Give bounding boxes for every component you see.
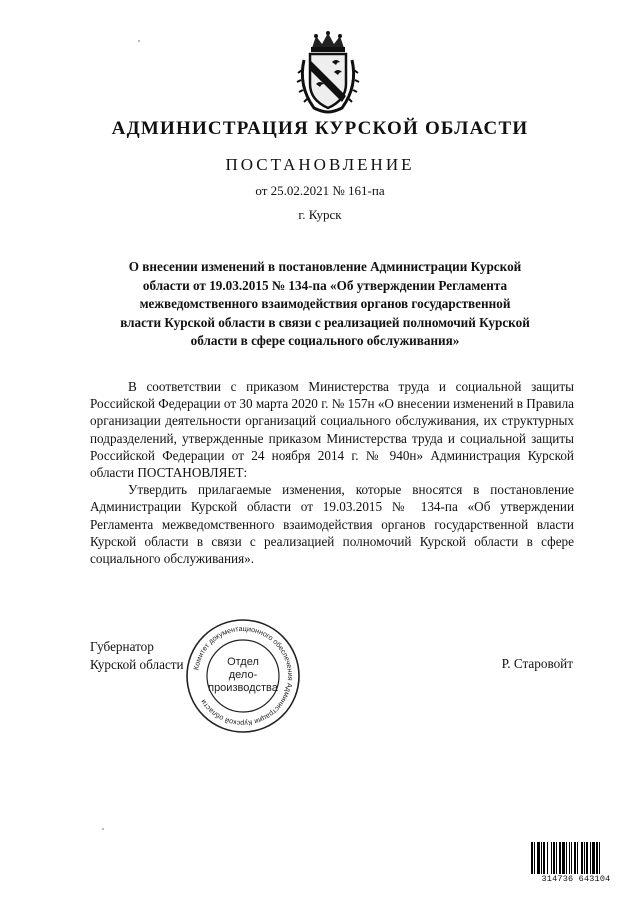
stamp-center-text: [183, 656, 303, 695]
barcode-bar: [586, 842, 588, 874]
office-stamp: [183, 616, 303, 736]
signatory-name: Р. Старовойт: [501, 656, 573, 671]
subject-line: области от 19.03.2015 № 134-па «Об утверждении Регламента: [142, 277, 508, 293]
barcode-bar: [566, 842, 567, 874]
coat-of-arms-emblem: [292, 30, 364, 114]
subject-line: О внесении изменений в постановление Администрации Курской: [128, 259, 522, 274]
barcode-bar: [531, 842, 533, 874]
document-date-number: от 25.02.2021 № 161-па: [255, 183, 385, 198]
barcode-bar: [577, 842, 578, 874]
barcode-number: 314736 643104: [541, 874, 611, 884]
barcode-bar: [574, 842, 576, 874]
stamp-center-line: Отдел: [227, 656, 259, 668]
barcode-bar: [551, 842, 552, 874]
barcode-bar: [541, 842, 542, 874]
barcode-bar: [581, 842, 583, 874]
barcode-bar: [584, 842, 585, 874]
organization-title: АДМИНИСТРАЦИЯ КУРСКОЙ ОБЛАСТИ: [111, 118, 529, 139]
barcode-bar: [562, 842, 565, 874]
stamp-center-line: производства: [208, 682, 278, 694]
subject-line: власти Курской области в связи с реализацией полномочий Курской: [120, 314, 530, 330]
document-subject: [86, 258, 564, 351]
barcode-bar: [590, 842, 591, 874]
document-type: ПОСТАНОВЛЕНИЕ: [225, 155, 415, 174]
barcode-bar: [534, 842, 535, 874]
document-city: г. Курск: [298, 207, 342, 222]
barcode-bar: [556, 842, 557, 874]
barcode-bar: [571, 842, 572, 874]
barcode-bar: [543, 842, 545, 874]
subject-line: межведомственного взаимодействия органов государственной: [139, 296, 511, 311]
subject-line: области в сфере социального обслуживания»: [190, 333, 460, 348]
barcode-bar: [547, 842, 548, 874]
barcode-bar: [559, 842, 561, 874]
barcode-bar: [537, 842, 540, 874]
barcode-bar: [553, 842, 555, 874]
stamp-center-line: дело-: [228, 669, 258, 681]
barcode-bar: [599, 842, 600, 874]
body-paragraph: В соответствии с приказом Министерства труда и социальной защиты Российской Федерации от 30 марта 2020 г. № 157н «О внесении изменений в Правила организации деятельности организаций социального обслуживания, их структурных подразделений, утвержденные приказом Министерства труда и социальной защиты Российской Федерации от 24 ноября 2014 г. № 940н» Администрация Курской области ПОСТАНОВЛЯЕТ:: [90, 379, 574, 481]
barcode-bar: [592, 842, 595, 874]
barcode-bar: [569, 842, 570, 874]
stamp-ring-textpath: Комитет документационного обеспечения Администрации Курской области: [191, 623, 296, 729]
signatory-position-line: Курской области: [90, 657, 184, 672]
signatory-position: [90, 638, 184, 674]
scan-speck: [138, 40, 140, 42]
scan-speck: [102, 828, 104, 830]
body-paragraph: Утвердить прилагаемые изменения, которые вносятся в постановление Администрации Курской области от 19.03.2015 № 134-па «Об утверждении Регламента межведомственного взаимодействия органов государственной власти Курской области в связи с реализацией полномочий Курской области в сфере социального обслуживания».: [90, 482, 574, 567]
signatory-position-line: Губернатор: [90, 639, 154, 654]
barcode-icon: [530, 842, 622, 878]
barcode-bar: [596, 842, 598, 874]
document-body: [90, 378, 574, 567]
